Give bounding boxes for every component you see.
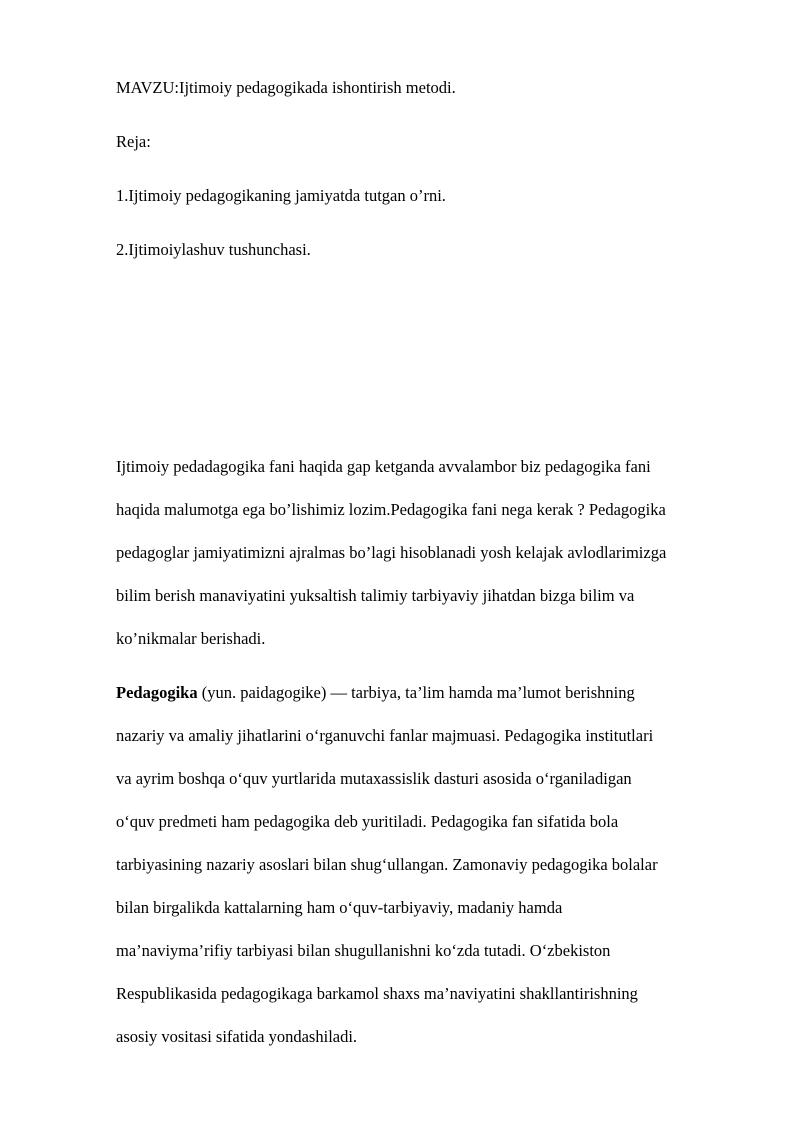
paragraph-line: asosiy vositasi sifatida yondashiladi. <box>116 1027 358 1046</box>
paragraph-line: tarbiyasining nazariy asoslari bilan shug‘ullangan. Zamonaviy pedagogika bolalar <box>116 855 658 874</box>
paragraph-line: Respublikasida pedagogikaga barkamol shaxs ma’naviyatini shakllantirishning <box>116 984 638 1003</box>
paragraph-line: nazariy va amaliy jihatlarini o‘rganuvchi fanlar majmuasi. Pedagogika institutlari <box>116 726 654 745</box>
plan-item: 1.Ijtimoiy pedagogikaning jamiyatda tutgan o’rni. <box>116 186 446 205</box>
intro-paragraph <box>116 445 756 660</box>
definition-paragraph <box>116 671 756 1058</box>
document-title: MAVZU:Ijtimoiy pedagogikada ishontirish metodi. <box>116 78 456 97</box>
paragraph-line: Ijtimoiy pedadagogika fani haqida gap ketganda avvalambor biz pedagogika fani <box>116 457 651 476</box>
defined-term: Pedagogika <box>116 683 198 702</box>
paragraph-line: bilan birgalikda kattalarning ham o‘quv-tarbiyaviy, madaniy hamda <box>116 898 563 917</box>
plan-item: 2.Ijtimoiylashuv tushunchasi. <box>116 240 311 259</box>
paragraph-line: ma’naviyma’rifiy tarbiyasi bilan shugullanishni ko‘zda tutadi. O‘zbekiston <box>116 941 611 960</box>
paragraph-line: haqida malumotga ega bo’lishimiz lozim.Pedagogika fani nega kerak ? Pedagogika <box>116 500 666 519</box>
paragraph-line: pedagoglar jamiyatimizni ajralmas bo’lagi hisoblanadi yosh kelajak avlodlarimizga <box>116 543 667 562</box>
paragraph-line <box>116 671 756 714</box>
paragraph-line: bilim berish manaviyatini yuksaltish talimiy tarbiyaviy jihatdan bizga bilim va <box>116 586 635 605</box>
definition-text: (yun. paidagogike) — tarbiya, ta’lim hamda ma’lumot berishning <box>197 683 635 702</box>
paragraph-line: o‘quv predmeti ham pedagogika deb yuritiladi. Pedagogika fan sifatida bola <box>116 812 619 831</box>
paragraph-line: va ayrim boshqa o‘quv yurtlarida mutaxassislik dasturi asosida o‘rganiladigan <box>116 769 632 788</box>
paragraph-line: ko’nikmalar berishadi. <box>116 629 266 648</box>
plan-label: Reja: <box>116 132 151 151</box>
